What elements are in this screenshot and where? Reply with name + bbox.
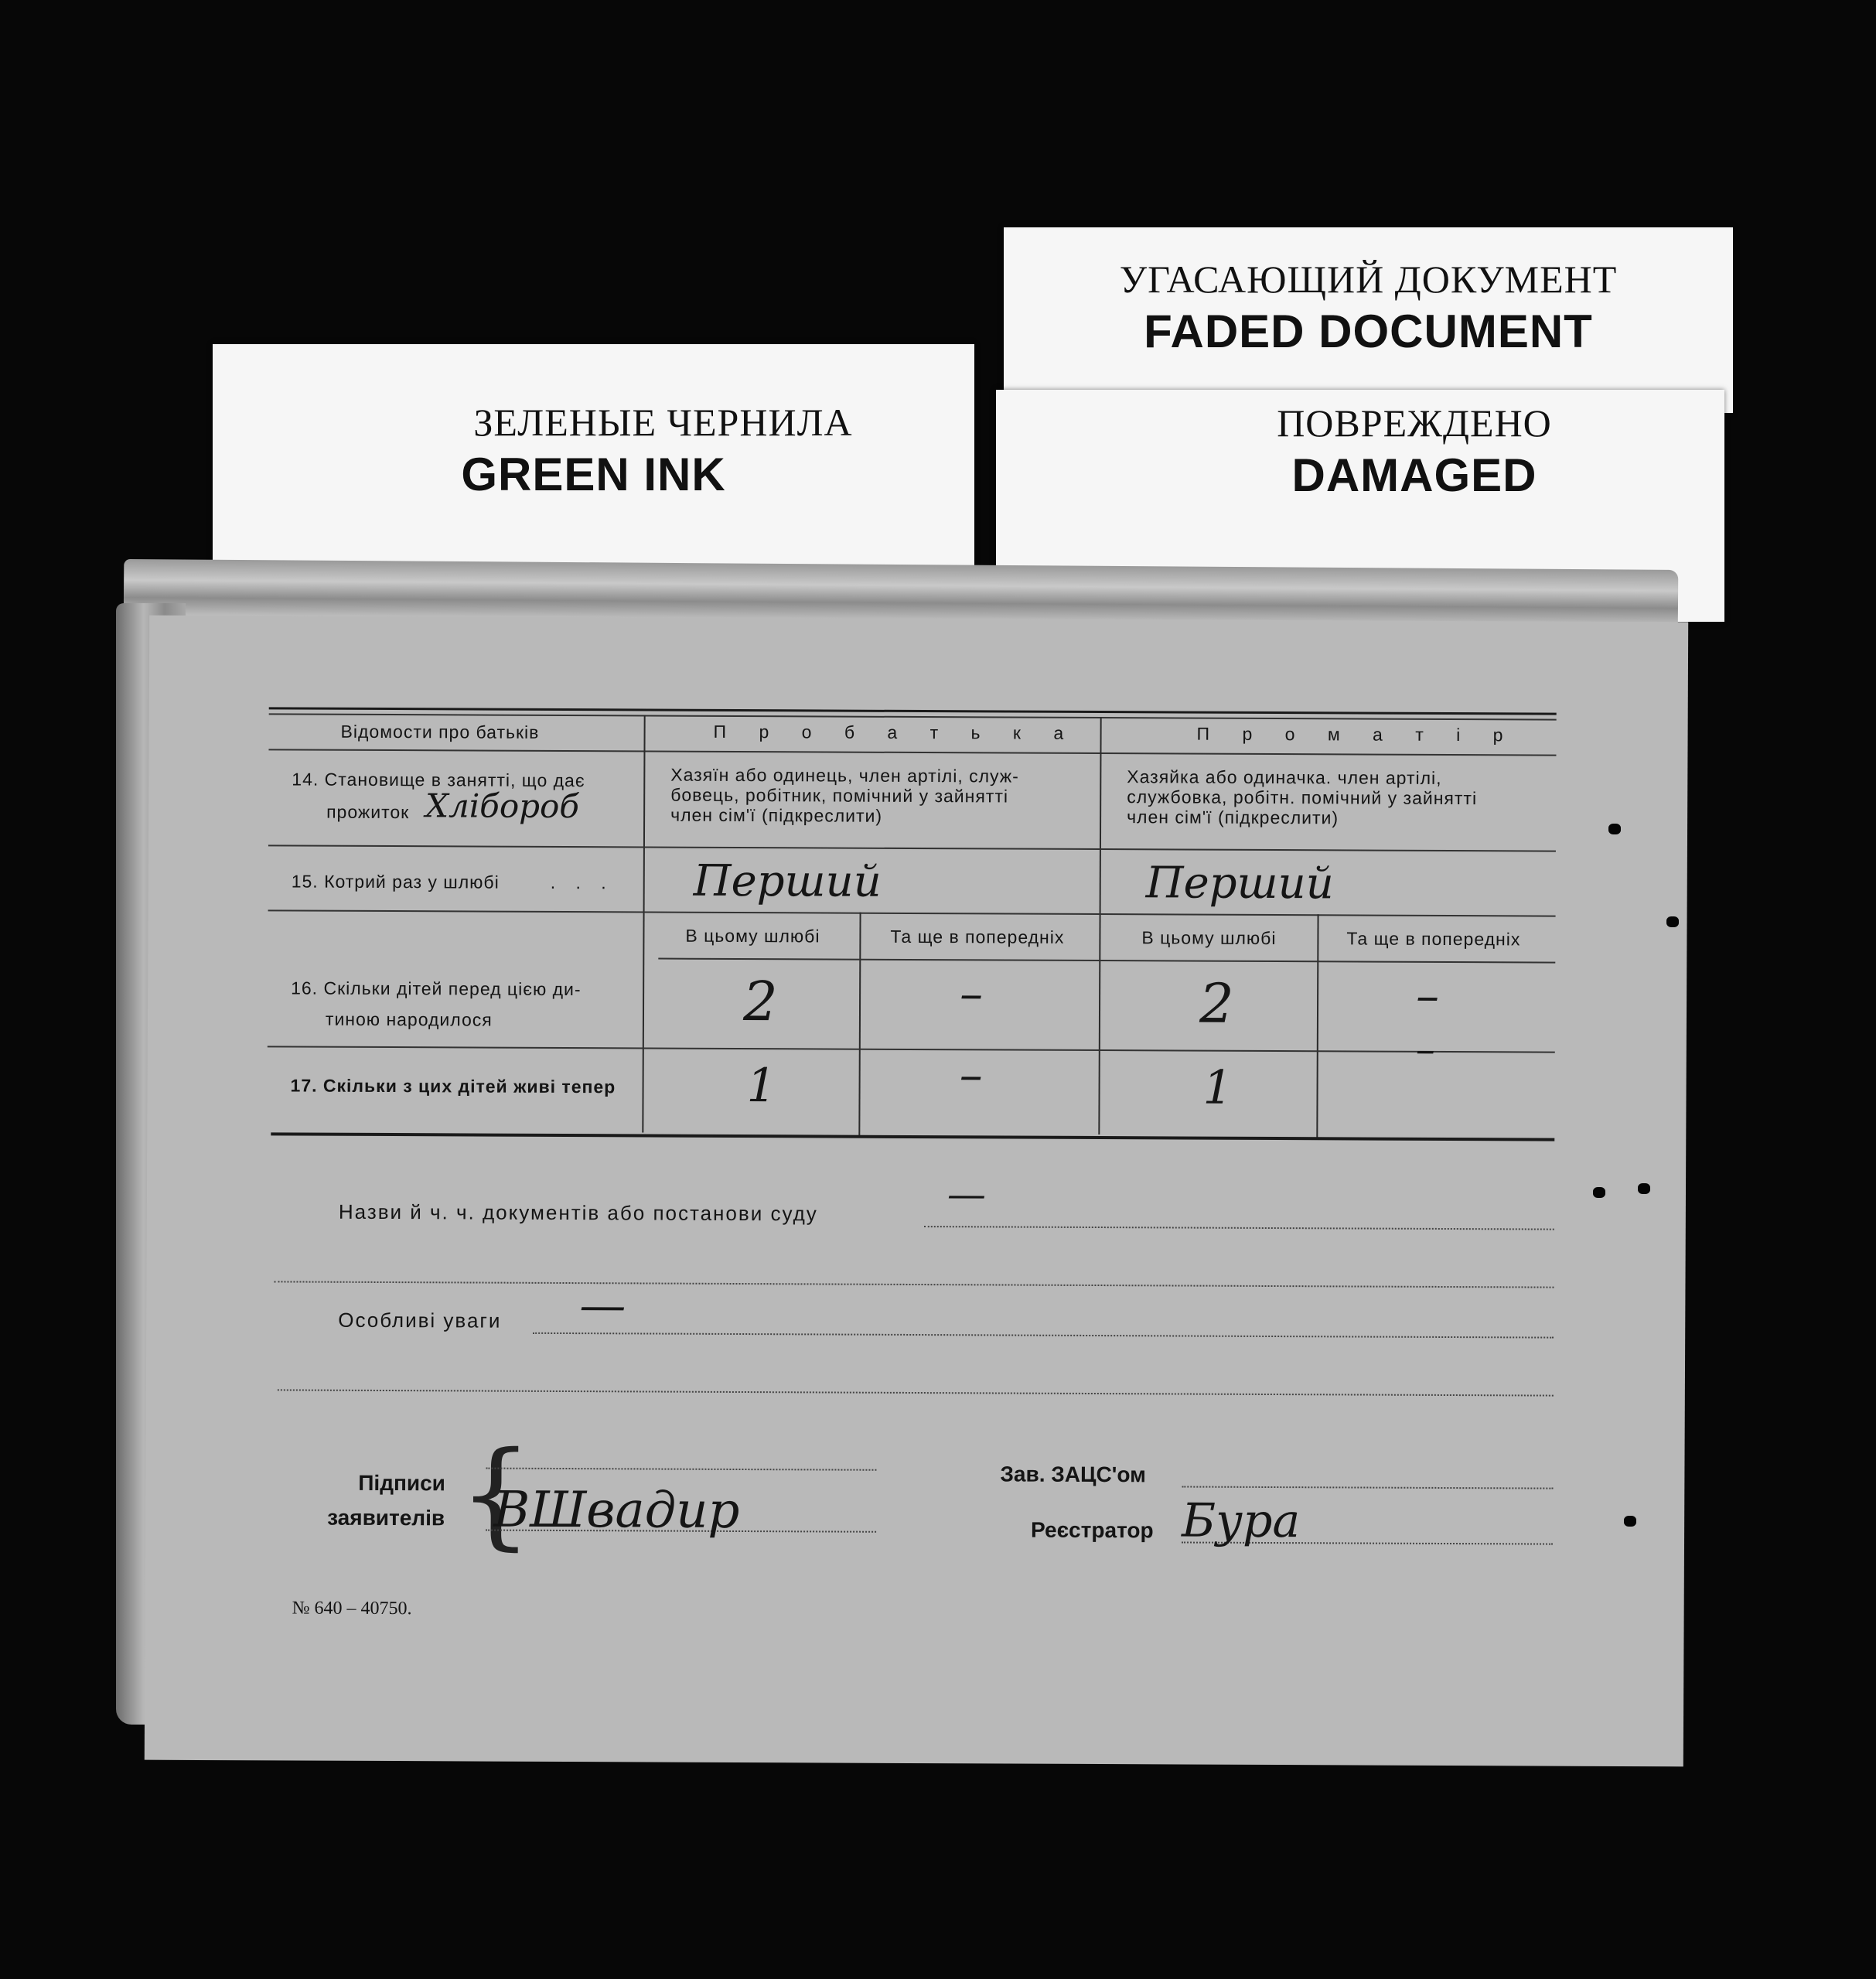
row17-father-prev: – [959,1048,983,1103]
header-about-mother: П р о м а т і р [1196,723,1517,746]
mother-previous-header: Та ще в попередніх [1346,928,1521,950]
head-signature-line [1182,1486,1553,1489]
row14-father-line3: член сім'ї (підкреслити) [670,804,883,826]
registration-form-sheet [145,616,1688,1767]
row16-label-line2: тиною народилося [325,1008,493,1030]
row14-rule [268,844,1556,851]
punch-hole [1608,824,1621,834]
row17-mother-prev: – [1415,1026,1435,1072]
faded-document-label-ru: УГАСАЮЩИЙ ДОКУМЕНТ [1119,258,1618,301]
column-divider-mother-sub [1316,914,1318,1138]
applicants-signature-label-line2: заявителів [327,1505,445,1530]
applicants-signature-label-line1: Підписи [358,1470,446,1496]
row15-label: 15. Котрий раз у шлюбі [291,871,500,892]
faded-document-label-card [1004,227,1733,413]
row17-mother-this: 1 [1202,1060,1233,1115]
row14-label-line2: прожиток [326,801,410,823]
punch-hole [1593,1187,1605,1198]
row15-leader-dots: . . . [550,872,614,893]
row16-father-prev: – [959,967,984,1022]
faded-document-label-en: FADED DOCUMENT [1144,305,1593,357]
row16-father-this: 2 [742,970,778,1034]
damaged-label-ru: ПОВРЕЖДЕНО [1277,401,1552,445]
remarks-line-2 [278,1389,1554,1396]
row15-father-value: Перший [693,855,882,907]
punch-hole [1666,916,1679,927]
column-divider-2 [1098,717,1101,1135]
green-ink-label-card [213,344,974,576]
remarks-line [533,1332,1554,1339]
remarks-value: — [579,1278,626,1333]
subheader-rule [658,958,1555,964]
father-this-marriage-header: В цьому шлюбі [685,925,820,947]
row14-father-line1: Хазяїн або одинець, член артілі, служ- [670,764,1019,786]
column-divider-1 [642,715,645,1132]
remarks-label: Особливі уваги [338,1308,502,1332]
registrar-label: Реєстратор [1031,1517,1154,1543]
header-rule [268,749,1556,756]
row17-label: 17. Скільки з цих дітей живі тепер [290,1075,616,1097]
row16-label-line1: 16. Скільки дітей перед цією ди- [291,978,582,1000]
column-divider-father-sub [858,913,861,1137]
row16-mother-this: 2 [1199,971,1234,1036]
signature-brace: { [458,1427,534,1562]
form-print-number: № 640 – 40750. [292,1598,412,1619]
documents-line-2 [274,1281,1554,1288]
green-ink-label-en: GREEN INK [461,449,726,500]
row14-father-line2: бовець, робітник, помічний у зайнятті [670,784,1009,807]
row16-mother-prev: – [1415,968,1440,1023]
registrar-signature: Бура [1181,1493,1301,1549]
row15-rule [268,909,1556,916]
table-top-rule-inner [269,713,1557,720]
mother-this-marriage-header: В цьому шлюбі [1141,927,1277,949]
header-about-father: П р о б а т ь к а [713,721,1078,743]
applicant-signature: ВШвадир [493,1481,740,1541]
green-ink-label-ru: ЗЕЛЕНЫЕ ЧЕРНИЛА [473,401,853,444]
documents-line [924,1226,1554,1230]
punch-hole [1624,1516,1636,1527]
punch-hole [1638,1183,1650,1194]
documents-label: Назви й ч. ч. документів або постанови суду [338,1199,818,1226]
father-previous-header: Та ще в попередніх [890,926,1065,947]
row16-rule [268,1046,1555,1053]
table-bottom-rule [271,1132,1554,1141]
header-parents-info: Відомости про батьків [340,721,540,742]
applicant-signature-line-1 [486,1468,876,1471]
head-of-registry-label: Зав. ЗАЦС'ом [1000,1462,1146,1487]
row14-label-line1: 14. Становище в занятті, що дає [292,769,585,791]
row14-mother-line2: службовка, робітн. помічний у зайнятті [1127,786,1478,809]
row17-father-this: 1 [746,1059,776,1114]
damaged-label-en: DAMAGED [1291,449,1537,501]
row15-mother-value: Перший [1145,858,1334,909]
row14-handwritten-occupation: Хлібороб [425,786,580,826]
documents-value: — [947,1172,987,1217]
row14-mother-line3: член сім'ї (підкреслити) [1127,807,1339,828]
row14-mother-line1: Хазяйка або одиначка. член артілі, [1127,766,1442,788]
